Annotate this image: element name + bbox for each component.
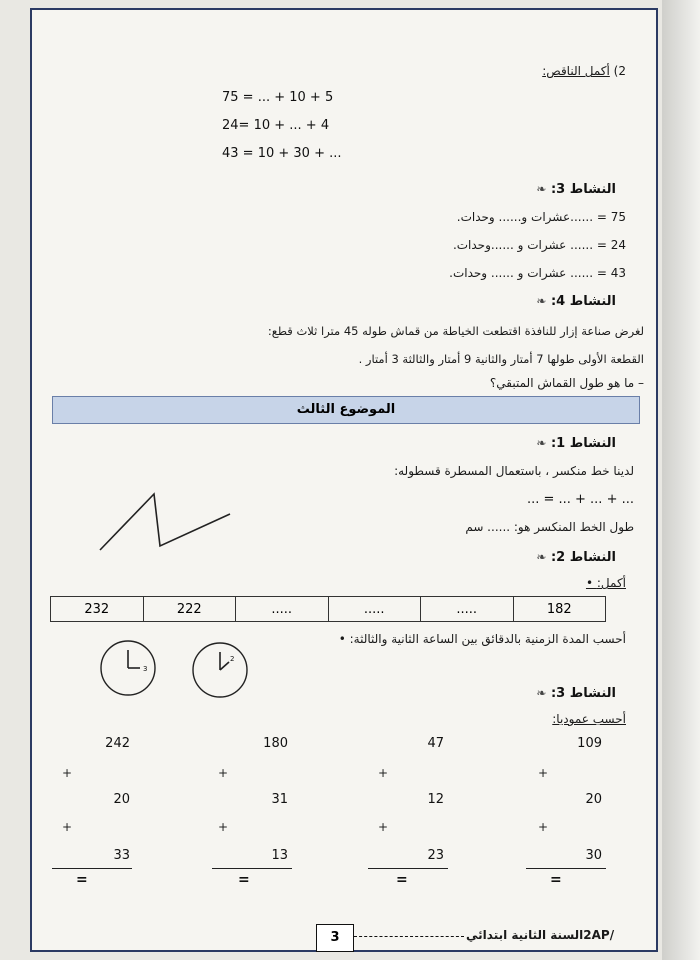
activity-3-line-2: 24 = ...... عشرات و ......وحدات. [452,238,626,252]
addend: 20 [113,792,130,807]
activity-3-line-1: 75 = ......عشرات و...... وحدات. [456,210,626,224]
equals-sign: = [76,872,88,888]
activity-2-clock-question: أحسب المدة الزمنية بالدقائق بين الساعة الثانية والثالثة: • [338,632,626,646]
number-sequence-table [50,596,606,622]
activity-1-length-blank: طول الخط المنكسر هو: ...... سم [465,520,634,534]
ex2-equation-3: 43 = 10 + 30 + ... [222,146,342,161]
addend: 12 [427,792,444,807]
plus-sign: + [62,820,73,834]
ex2-equation-1: 75 = ... + 10 + 5 [222,90,334,105]
equals-sign: = [396,872,408,888]
broken-line-figure [98,488,238,558]
clock-face-2 [190,640,250,700]
sum-line [526,868,606,869]
plus-sign: + [378,820,389,834]
plus-sign: + [538,820,549,834]
plus-sign: + [218,820,229,834]
activity-4-text-1: لغرض صناعة إزار للنافذة اقتطعت الخياطة من قماش طوله 45 مترا ثلاث قطع: [267,324,644,338]
bullet-icon: ❧ [536,182,547,196]
addend: 13 [271,848,288,863]
plus-sign: + [62,766,73,780]
exercise-2-heading: 2) أكمل الناقص: [542,64,626,78]
addend: 30 [585,848,602,863]
activity-2-complete-label: أكمل: • [585,576,626,590]
ex2-equation-2: 24= 10 + ... + 4 [222,118,330,133]
bullet-icon: ❧ [536,436,547,450]
addend: 180 [263,736,288,751]
sequence-cell: 182 [513,597,606,622]
activity-3-heading: النشاط 3: ❧ [536,182,616,197]
bullet-icon: ❧ [536,550,547,564]
sequence-cell: ..... [421,597,514,622]
addend: 31 [271,792,288,807]
topic-banner: الموضوع الثالث [52,396,640,424]
activity-4-heading: النشاط 4: ❧ [536,294,616,309]
sum-line [368,868,448,869]
activity-4-text-2: القطعة الأولى طولها 7 أمتار والثانية 9 أمتار والثالثة 3 أمتار . [358,352,644,366]
footer-dash-line [354,936,464,937]
activity-3b-instruction: أحسب عموديا: [552,712,626,726]
sequence-cell: ..... [236,597,329,622]
bullet-icon: ❧ [536,686,547,700]
addend: 23 [427,848,444,863]
sequence-cell: 222 [143,597,236,622]
svg-text:3: 3 [143,665,148,673]
svg-text:2: 2 [230,655,235,663]
worksheet-page [30,8,658,952]
activity-3-line-3: 43 = ...... عشرات و ...... وحدات. [449,266,626,280]
addend: 20 [585,792,602,807]
sequence-cell: ..... [328,597,421,622]
activity-4-question: – ما هو طول القماش المتبقي؟ [489,376,644,390]
addend: 33 [113,848,130,863]
activity-1-heading: النشاط 1: ❧ [536,436,616,451]
clock-face-3 [98,638,158,698]
addend: 109 [577,736,602,751]
equals-sign: = [550,872,562,888]
activity-2-heading: النشاط 2: ❧ [536,550,616,565]
sequence-cell: 232 [51,597,144,622]
footer-class-label: 2AP/السنة الثانية ابتدائي [466,928,615,942]
activity-3b-heading: النشاط 3: ❧ [536,686,616,701]
activity-1-sum-blank: ... = ... + ... + ... [526,492,634,507]
bullet-icon: ❧ [536,294,547,308]
activity-1-instruction: لدينا خط منكسر ، باستعمال المسطرة قسطوله: [394,464,634,478]
page-number: 3 [316,924,354,952]
plus-sign: + [378,766,389,780]
addend: 242 [105,736,130,751]
plus-sign: + [218,766,229,780]
plus-sign: + [538,766,549,780]
sum-line [52,868,132,869]
sum-line [212,868,292,869]
addend: 47 [427,736,444,751]
equals-sign: = [238,872,250,888]
page-edge-shadow [662,0,700,960]
